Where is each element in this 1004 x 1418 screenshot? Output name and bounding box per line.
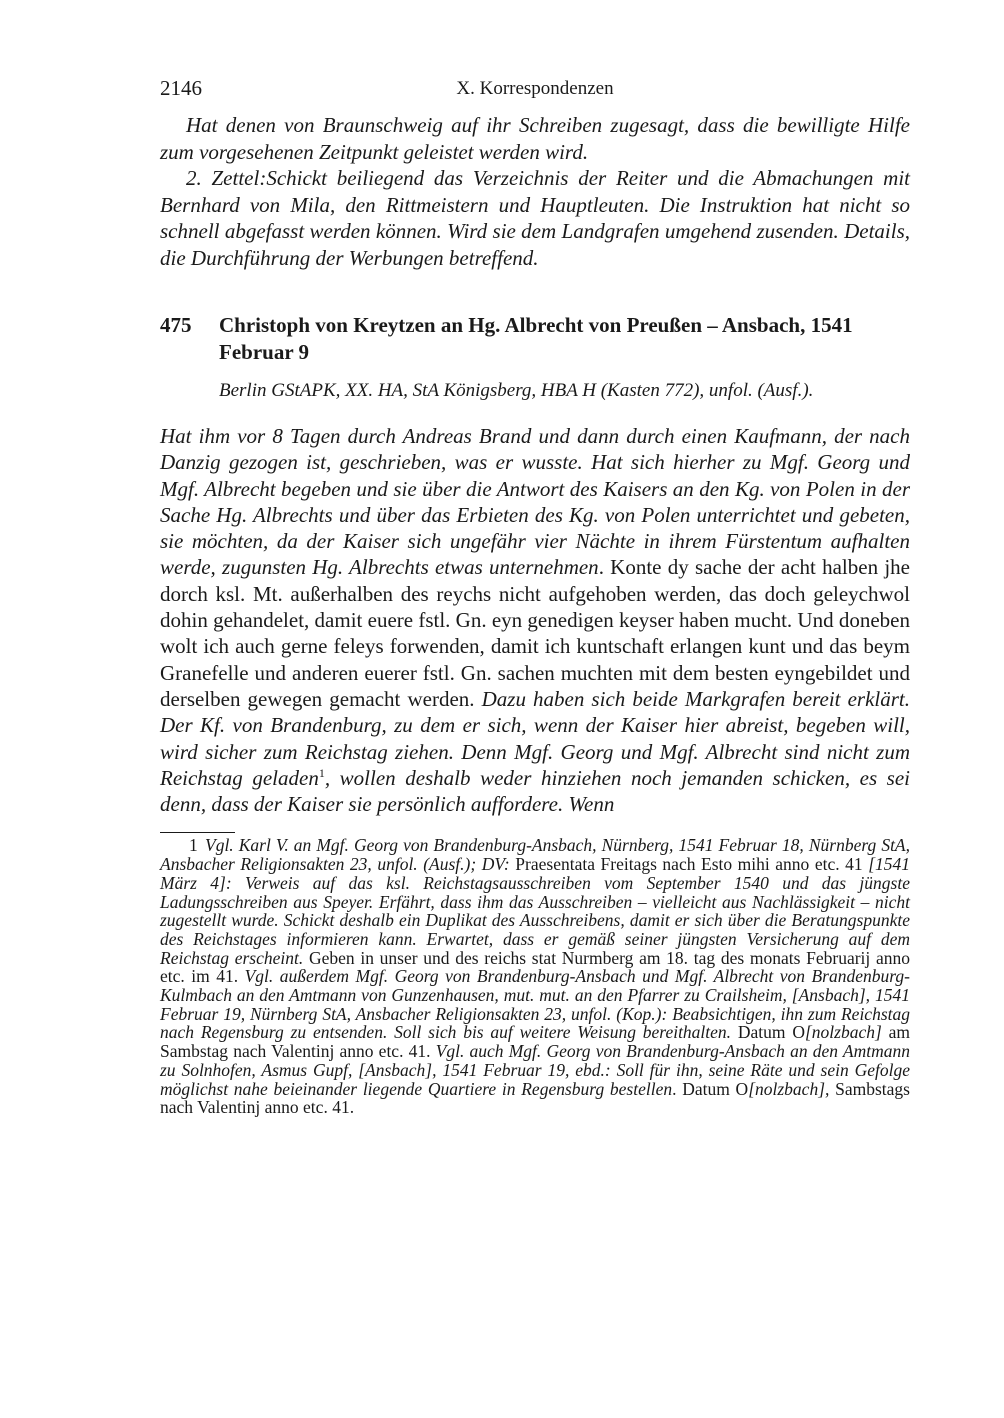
document-body <box>160 423 910 817</box>
footnote-text-10: . Datum O <box>672 1078 749 1099</box>
footnote-text-4: Geben in unser und des reichs stat Nurmberg am 18. tag des monats Februarij anno etc. im 41. <box>160 947 911 987</box>
footnote-reference[interactable]: 1 <box>318 765 325 780</box>
footnote-text-7: [nolzbach] <box>804 1022 882 1043</box>
summary-paragraph-1: Hat denen von Braunschweig auf ihr Schreiben zugesagt, dass die bewilligte Hilfe zum vorgesehenen Zeitpunkt geleistet werden wird. <box>160 113 910 164</box>
footnote-text-5: Vgl. außerdem Mgf. Georg von Brandenburg-Ansbach und Mgf. Albrecht von Brandenburg-Kulmbach an den Amtmann von Gunzenhausen, mut. mut. an den Pfarrer zu Crailsheim, [Ansbach], 1541 Februar 19, Nürnberg StA, Ansbacher Religionsakten 23, unfol. (Kop.): Beabsichtigen, ihn zum Reichstag nach Regensburg zu entsenden. Soll sich bis auf weitere Weisung bereithalten. <box>160 966 910 1043</box>
body-summary-2: Dazu haben sich beide Markgrafen bereit erklärt. Der Kf. von Brandenburg, zu dem er sich, wenn der Kaiser hier abreist, begeben will, wird sicher zum Reichstag ziehen. Denn Mgf. Georg und Mgf. Albrecht sind nicht zum Reichstag geladen <box>160 686 910 790</box>
page-header <box>160 76 910 104</box>
footnote-text-3: [1541 März 4]: Verweis auf das ksl. Reichstagsausschreiben vom September 1540 und das jüngste Ladungsschreiben aus Speyer. Erfährt, dass ihm das Ausschreiben – vielleicht aus Nachlässigkeit – nicht zugestellt wurde. Schickt deshalb ein Duplikat des Ausschreibens, damit er sich über die Beratungspunkte des Reichstages informieren kann. Erwartet, dass er gemäß seiner jüngsten Versicherung auf dem Reichstag erscheint. <box>160 854 910 968</box>
footnote-text-9: Vgl. auch Mgf. Georg von Brandenburg-Ansbach an den Amtmann zu Solnhofen, Asmus Gupf, [Ansbach], 1541 Februar 19, ebd.: Soll für ihn, seine Räte und sein Gefolge möglichst nahe beieinander liegende Quartiere in Regensburg bestellen <box>160 1041 910 1099</box>
document-number: 475 <box>160 313 192 337</box>
summary-paragraph-2: 2. Zettel:Schickt beiliegend das Verzeichnis der Reiter und die Abmachungen mit Bernhard von Mila, den Rittmeistern und Hauptleuten. Die Instruktion hat nicht so schnell abgefasst werden können. Wird sie dem Landgrafen umgehend zusenden. Details, die Durchführung der Werbungen betreffend. <box>160 166 910 270</box>
footnote-text-12: Sambstags nach Valentinj anno etc. 41. <box>160 1078 910 1118</box>
footnote-text-2: Praesentata Freitags nach Esto mihi anno etc. 41 <box>515 854 869 875</box>
body-summary-3: , wollen deshalb weder hinziehen noch jemanden schicken, es sei denn, dass der Kaiser sie persönlich auffordere. Wenn <box>160 765 910 817</box>
previous-document-summary <box>160 112 910 271</box>
page-number: 2146 <box>160 76 202 100</box>
body-summary-1: Hat ihm vor 8 Tagen durch Andreas Brand und dann durch einen Kaufmann, der nach Danzig gezogen ist, geschrieben, was er wusste. Hat sich hierher zu Mgf. Georg und Mgf. Albrecht begeben und sie über die Antwort des Kaisers an den Kg. von Polen in der Sache Hg. Albrechts und über das Erbieten des Kg. von Polen unterrichtet und gebeten, sie möchten, da der Kaiser sich ungefähr vier Nächte in ihrem Fürstentum aufhalten werde, zugunsten Hg. Albrechts etwas unternehmen <box>160 424 910 580</box>
body-quote-1: . Konte dy sache der acht halben jhe dorch ksl. Mt. außerhalben des reychs nicht aufgehoben werden, das doch geleychwol dohin gehandelet, damit euere fstl. Gn. eyn genedigen keyser haben mucht. Und doneben wolt ich auch gerne feleys forwenden, damit ich kuntschaft erlangen kunt und das beym Granefelle und anderen euerer fstl. Gn. sachen muchten mit dem besten eyngebildet und derselben gewegen gemacht werden. <box>160 555 910 711</box>
running-title: X. Korrespondenzen <box>456 78 614 99</box>
page <box>160 76 910 1117</box>
footnote-text-8: am Sambstag nach Valentinj anno etc. 41. <box>160 1022 910 1062</box>
footnote-text-1: Vgl. Karl V. an Mgf. Georg von Brandenburg-Ansbach, Nürnberg, 1541 Februar 18, Nürnberg StA, Ansbacher Religionsakten 23, unfol. (Ausf.); DV: <box>160 835 910 875</box>
footnote-separator <box>160 832 235 833</box>
footnote-marker: 1 <box>189 835 198 856</box>
document-title: Christoph von Kreytzen an Hg. Albrecht von Preußen – Ansbach, 1541 Februar 9 <box>219 313 853 364</box>
footnote-1 <box>160 836 910 1117</box>
archival-source: Berlin GStAPK, XX. HA, StA Königsberg, HBA H (Kasten 772), unfol. (Ausf.). <box>219 380 814 401</box>
footnote-text-6: Datum O <box>731 1022 805 1043</box>
footnote-text-11: [nolzbach], <box>748 1078 830 1099</box>
document-heading <box>160 312 910 365</box>
